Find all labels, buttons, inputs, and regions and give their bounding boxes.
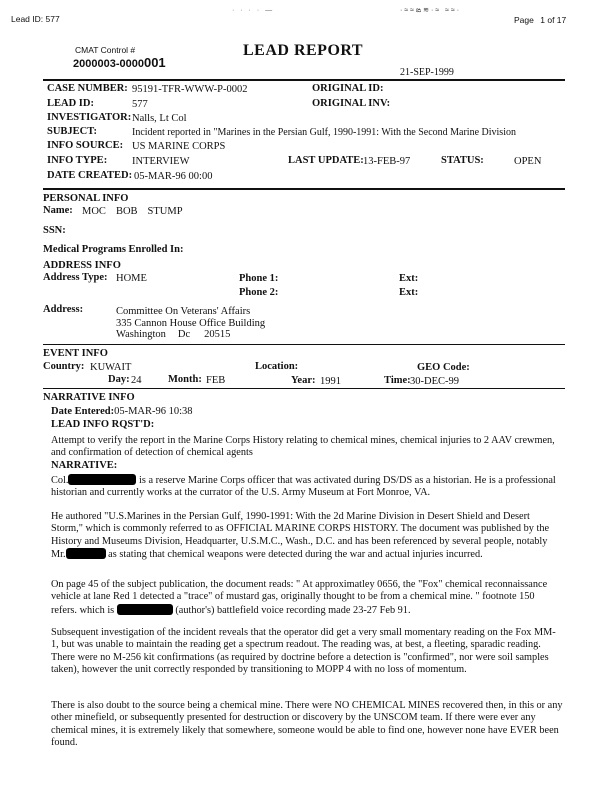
status-value: OPEN bbox=[514, 156, 542, 167]
date-entered-value: 05-MAR-96 10:38 bbox=[114, 406, 193, 417]
redaction-box bbox=[117, 604, 173, 615]
investigator-value: Nalls, Lt Col bbox=[132, 113, 187, 124]
subject-label: SUBJECT: bbox=[47, 126, 97, 137]
original-id-label: ORIGINAL ID: bbox=[312, 83, 384, 94]
case-divider bbox=[43, 188, 565, 190]
event-info-heading: EVENT INFO bbox=[43, 348, 108, 359]
p2-tail: as stating that chemical weapons were detected during the war and actual injuries incurred. bbox=[108, 549, 483, 561]
name-part-3: STUMP bbox=[147, 206, 183, 217]
narrative-label: NARRATIVE: bbox=[51, 460, 118, 471]
cmat-control-label: CMAT Control # bbox=[75, 45, 136, 55]
address-line2: 335 Cannon House Office Building bbox=[116, 318, 266, 329]
day-value: 24 bbox=[131, 375, 142, 386]
date-created-label: DATE CREATED: bbox=[47, 170, 133, 181]
name-part-1: MOC bbox=[82, 206, 106, 217]
case-number-label: CASE NUMBER: bbox=[47, 83, 128, 94]
day-label: Day: bbox=[108, 374, 130, 385]
status-label: STATUS: bbox=[441, 155, 484, 166]
date-created-value: 05-MAR-96 00:00 bbox=[134, 171, 213, 182]
lead-id-label: LEAD ID: bbox=[47, 98, 94, 109]
lead-info-rqstd-text: Attempt to verify the report in the Marine Corps History relating to chemical mines, chemical injuries to 2 AAV crewmen, and confirmation of detection of chemical agents bbox=[51, 435, 555, 459]
address-type-label: Address Type: bbox=[43, 272, 108, 283]
narrative-paragraph-2 bbox=[51, 511, 563, 562]
date-entered-label bbox=[51, 406, 193, 417]
info-source-label: INFO SOURCE: bbox=[47, 140, 124, 151]
page-label: Page bbox=[514, 15, 534, 25]
p3-body: On page 45 of the subject publication, the document reads: " At approximatley 0656, the "Fox" chemical reconnaissance vehicle at lane Red 1 detected a "trace" of mustard gas, originally thought to be from a chemical mine. " footnote 150 refers. which is bbox=[51, 579, 548, 616]
address-divider bbox=[43, 344, 565, 345]
original-inv-label: ORIGINAL INV: bbox=[312, 98, 391, 109]
page-total: of 17 bbox=[547, 15, 567, 25]
ext1-label: Ext: bbox=[399, 273, 419, 284]
scan-noise-top-center: · · · · — bbox=[232, 7, 275, 14]
time-value: 30-DEC-99 bbox=[410, 376, 459, 387]
country-label: Country: bbox=[43, 361, 85, 372]
scan-noise-top-right: ·≈≈ఙ≋·≈ ≈≈· bbox=[400, 7, 462, 14]
ssn-label: SSN: bbox=[43, 225, 66, 236]
p2-body: He authored "U.S.Marines in the Persian Gulf, 1990-1991: With the 2d Marine Division in Desert Shield and Desert Storm," which is commonly referred to as OFFICIAL MARINE CORPS HISTORY. The document was published by the History and Museums Division, Headquarter, U.S.M.C., Wash., D.C. and has been referenced by several people, notably Mr. bbox=[51, 511, 550, 561]
header-divider bbox=[43, 79, 565, 81]
case-number-value: 95191-TFR-WWW-P-0002 bbox=[132, 84, 248, 95]
ext2-label: Ext: bbox=[399, 287, 419, 298]
address-label: Address: bbox=[43, 304, 84, 315]
time-label: Time: bbox=[384, 375, 411, 386]
location-label: Location: bbox=[255, 361, 299, 372]
last-update-label: LAST UPDATE: bbox=[288, 155, 364, 166]
address-city: Washington bbox=[116, 329, 166, 340]
date-entered-label-text: Date Entered: bbox=[51, 406, 115, 417]
cmat-number-suffix: 001 bbox=[143, 55, 166, 70]
p1-body: is a reserve Marine Corps officer that was activated during DS/DS as a historian. He is a professional historian and currently works at the currator of the U.S. Army Museum at Fort Monroe, VA. bbox=[51, 475, 556, 499]
country-value: KUWAIT bbox=[90, 362, 132, 373]
narrative-paragraph-3 bbox=[51, 579, 563, 617]
page-current: 1 bbox=[540, 15, 545, 25]
year-label: Year: bbox=[291, 375, 316, 386]
medical-programs-label: Medical Programs Enrolled In: bbox=[43, 244, 184, 255]
year-value: 1991 bbox=[320, 376, 341, 387]
page-indicator bbox=[514, 15, 566, 25]
address-type-value: HOME bbox=[116, 273, 147, 284]
cmat-control-number bbox=[73, 55, 166, 70]
address-state: Dc bbox=[177, 329, 191, 340]
name-value bbox=[82, 206, 183, 217]
redaction-box bbox=[66, 548, 106, 559]
phone2-label: Phone 2: bbox=[239, 287, 279, 298]
name-part-2: BOB bbox=[115, 206, 138, 217]
cmat-number-prefix: 2000003-0000 bbox=[73, 58, 144, 70]
report-date: 21-SEP-1999 bbox=[400, 67, 454, 78]
info-source-value: US MARINE CORPS bbox=[132, 141, 226, 152]
lead-info-rqstd-label: LEAD INFO RQST'D: bbox=[51, 419, 155, 430]
p3-tail: (author's) battlefield voice recording made 23-27 Feb 91. bbox=[175, 604, 411, 616]
event-divider bbox=[43, 388, 565, 389]
narrative-info-heading: NARRATIVE INFO bbox=[43, 392, 135, 403]
narrative-paragraph-4: Subsequent investigation of the incident reveals that the operator did get a very small momentary reading on the Fox MM-1, but was unable to maintain the reading get a spectrum readout. The reading was, at best, a fleeting, sparadic reading. There were no M-256 kit confirmations (as required by doctrine before a detection is "confirmed", nor were soil samples taken), however the unit correctly responded by transitioning to MOPP 4 with no loss of momentum. bbox=[51, 627, 556, 676]
lead-id-header: Lead ID: 577 bbox=[11, 14, 60, 24]
p1-lead: Col. bbox=[51, 475, 69, 486]
name-label: Name: bbox=[43, 205, 73, 216]
phone1-label: Phone 1: bbox=[239, 273, 279, 284]
page-title: LEAD REPORT bbox=[243, 42, 364, 59]
narrative-paragraph-1 bbox=[51, 474, 563, 500]
address-zip: 20515 bbox=[204, 329, 231, 340]
investigator-label: INVESTIGATOR: bbox=[47, 112, 132, 123]
month-value: FEB bbox=[206, 375, 226, 386]
address-info-heading: ADDRESS INFO bbox=[43, 260, 121, 271]
info-type-value: INTERVIEW bbox=[132, 156, 190, 167]
narrative-paragraph-5: There is also doubt to the source being a chemical mine. There were NO CHEMICAL MINES recovered then, in this or any other minefield, or subsequently presented for destruction or discovery by the UNSCOM team. If there were ever any chemical mines, it is extremely likely that somewhere, someone would be able to find one, however none have EVER been found. bbox=[51, 700, 563, 749]
info-type-label: INFO TYPE: bbox=[47, 155, 108, 166]
subject-value: Incident reported in "Marines in the Persian Gulf, 1990-1991: With the Second Marine Division bbox=[132, 127, 516, 138]
month-label: Month: bbox=[168, 374, 202, 385]
last-update-value: 13-FEB-97 bbox=[363, 156, 411, 167]
geo-code-label: GEO Code: bbox=[417, 362, 470, 373]
address-line1: Committee On Veterans' Affairs bbox=[116, 306, 251, 317]
redaction-box bbox=[68, 474, 136, 485]
personal-info-heading: PERSONAL INFO bbox=[43, 193, 129, 204]
address-city-line bbox=[116, 329, 230, 340]
lead-id-value: 577 bbox=[132, 99, 148, 110]
